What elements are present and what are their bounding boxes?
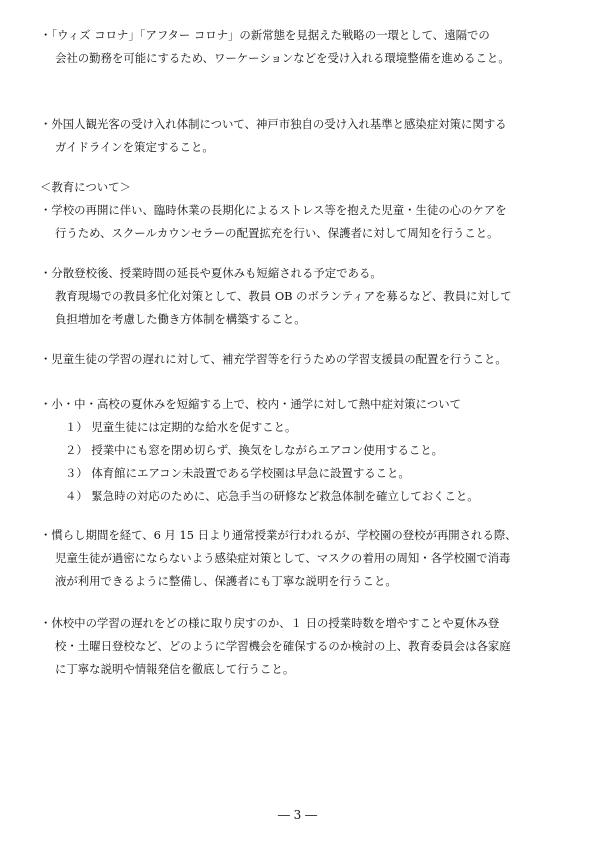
paragraph-heatstroke <box>40 393 560 508</box>
paragraph-line: 児童生徒が過密にならないよう感染症対策として、マスクの着用の周知・各学校園で消毒 <box>55 551 511 565</box>
paragraph-line: 液が利用できるように整備し、保護者にも丁寧な説明を行うこと。 <box>55 574 397 588</box>
paragraph-line: ・学校の再開に伴い、臨時休業の長期化によるストレス等を抱えた児童・生徒の心のケアを <box>40 203 507 217</box>
paragraph-line: 行うため、スクールカウンセラーの配置拡充を行い、保護者に対して周知を行うこと。 <box>55 226 499 240</box>
paragraph-line: ・慣らし期間を経て、6 月 15 日より通常授業が行われるが、学校園の登校が再開される際、 <box>40 528 517 542</box>
paragraph-line: ・外国人観光客の受け入れ体制について、神戸市独自の受け入れ基準と感染症対策に関する <box>40 117 507 131</box>
section-heading-education: ＜教育について＞ <box>40 180 131 194</box>
paragraph-line: ・「ウィズ コロナ」「アフター コロナ」の新常態を見据えた戦略の一環として、遠隔での <box>40 28 490 42</box>
paragraph-tourism <box>40 113 560 159</box>
paragraph-line: ・分散登校後、授業時間の延長や夏休みも短縮される予定である。 <box>40 266 382 280</box>
paragraph-infection-control <box>40 524 560 593</box>
list-item: １） 児童生徒には定期的な給水を促すこと。 <box>65 420 297 434</box>
paragraph-line: ・小・中・高校の夏休みを短縮する上で、校内・通学に対して熱中症対策について <box>40 397 461 411</box>
paragraph-learning-recovery <box>40 612 560 681</box>
paragraph-teacher-workload <box>40 262 560 331</box>
paragraph-line: ガイドラインを策定すること。 <box>55 140 214 154</box>
paragraph-line: 校・土曜日登校など、どのように学習機会を確保するのか検討の上、教育委員会は各家庭 <box>55 639 511 653</box>
paragraph-line: 負担増加を考慮した働き方体制を構築すること。 <box>55 312 306 326</box>
paragraph-line: 会社の勤務を可能にするため、ワーケーションなどを受け入れる環境整備を進めること。 <box>55 51 510 65</box>
paragraph-learning-support <box>40 348 560 371</box>
list-item: ３） 体育館にエアコン未設置である学校園は早急に設置すること。 <box>65 466 410 480</box>
page-number: ― 3 ― <box>277 808 318 822</box>
paragraph-line: に丁寧な説明や情報発信を徹底して行うこと。 <box>55 662 295 676</box>
paragraph-line: ・児童生徒の学習の遅れに対して、補充学習等を行うための学習支援員の配置を行うこと。 <box>40 352 507 366</box>
paragraph-mental-care <box>40 199 560 245</box>
list-item: ２） 授業中にも窓を閉め切らず、換気をしながらエアコン使用すること。 <box>65 443 444 457</box>
paragraph-line: 教育現場での教員多忙化対策として、教員 OB のボランティアを募るなど、教員に対して <box>55 289 512 303</box>
list-item: ４） 緊急時の対応のために、応急手当の研修など救急体制を確立しておくこと。 <box>65 489 479 503</box>
paragraph-remote-work <box>40 24 560 70</box>
paragraph-line: ・休校中の学習の遅れをどの様に取り戻すのか、１ 日の授業時数を増やすことや夏休み登 <box>40 616 500 630</box>
